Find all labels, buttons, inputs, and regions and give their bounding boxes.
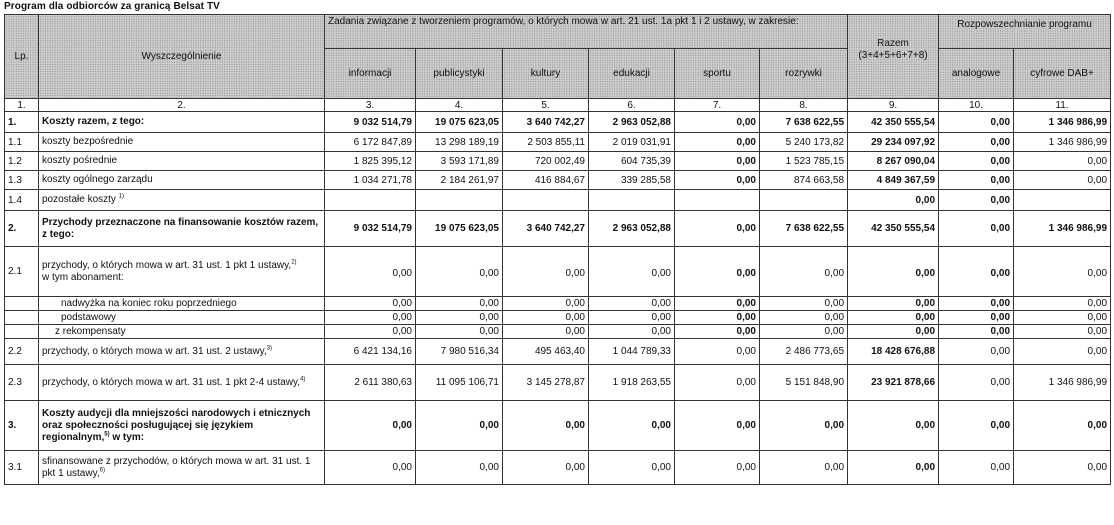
column-number: 11.	[1014, 99, 1111, 112]
cell-razem: 0,00	[848, 190, 939, 211]
row-label: koszty ogólnego zarządu	[39, 171, 325, 190]
cell-rozrywki: 0,00	[760, 297, 848, 311]
cell-razem: 29 234 097,92	[848, 133, 939, 152]
row-label-cell	[39, 401, 325, 451]
cell-publicystyki: 0,00	[416, 325, 503, 339]
cell-rozrywki: 0,00	[760, 451, 848, 485]
header-lp: Lp.	[5, 15, 39, 99]
cell-informacji: 0,00	[325, 451, 416, 485]
cell-publicystyki: 0,00	[416, 311, 503, 325]
table-row	[5, 365, 1111, 401]
cell-publicystyki: 13 298 189,19	[416, 133, 503, 152]
cell-publicystyki: 2 184 261,97	[416, 171, 503, 190]
header-col-rozrywki: rozrywki	[760, 49, 848, 99]
row-lp	[5, 311, 39, 325]
row-label: przychody, o których mowa w art. 31 ust. 2 ustawy,	[42, 345, 267, 357]
cell-sportu: 0,00	[675, 325, 760, 339]
cell-cyfrowe: 0,00	[1014, 247, 1111, 297]
cell-sportu: 0,00	[675, 152, 760, 171]
cell-edukacji: 0,00	[589, 297, 675, 311]
row-lp: 1.1	[5, 133, 39, 152]
header-zadania: Zadania związane z tworzeniem programów, o których mowa w art. 21 ust. 1a pkt 1 i 2 ustawy, w zakresie:	[325, 15, 848, 49]
cell-razem: 42 350 555,54	[848, 211, 939, 247]
row-lp: 2.3	[5, 365, 39, 401]
row-label-cell	[39, 365, 325, 401]
cell-sportu: 0,00	[675, 339, 760, 365]
cell-kultury	[503, 190, 589, 211]
header-wyszczegolnienie: Wyszczególnienie	[39, 15, 325, 99]
header-col-sportu: sportu	[675, 49, 760, 99]
cell-kultury: 495 463,40	[503, 339, 589, 365]
cell-publicystyki: 11 095 106,71	[416, 365, 503, 401]
column-number: 4.	[416, 99, 503, 112]
row-lp	[5, 325, 39, 339]
cell-informacji: 0,00	[325, 325, 416, 339]
cell-analogowe: 0,00	[939, 325, 1014, 339]
cell-publicystyki: 0,00	[416, 401, 503, 451]
header-col-edukacji: edukacji	[589, 49, 675, 99]
cell-edukacji: 0,00	[589, 401, 675, 451]
cell-analogowe: 0,00	[939, 297, 1014, 311]
cell-razem: 23 921 878,66	[848, 365, 939, 401]
row-label: podstawowy	[39, 311, 325, 325]
cell-rozrywki	[760, 190, 848, 211]
row-label-cell	[39, 247, 325, 297]
row-lp: 2.1	[5, 247, 39, 297]
column-number: 10.	[939, 99, 1014, 112]
cell-rozrywki: 874 663,58	[760, 171, 848, 190]
cell-cyfrowe: 0,00	[1014, 152, 1111, 171]
cell-cyfrowe: 1 346 986,99	[1014, 133, 1111, 152]
column-number: 9.	[848, 99, 939, 112]
cell-sportu: 0,00	[675, 365, 760, 401]
cell-razem: 4 849 367,59	[848, 171, 939, 190]
cell-sportu: 0,00	[675, 311, 760, 325]
footnote-marker: 5)	[104, 431, 110, 438]
cell-razem: 18 428 676,88	[848, 339, 939, 365]
cell-edukacji: 0,00	[589, 247, 675, 297]
cell-analogowe: 0,00	[939, 112, 1014, 133]
table-row	[5, 401, 1111, 451]
cell-cyfrowe: 1 346 986,99	[1014, 365, 1111, 401]
row-label: z rekompensaty	[39, 325, 325, 339]
column-number: 7.	[675, 99, 760, 112]
cell-cyfrowe: 0,00	[1014, 297, 1111, 311]
cell-cyfrowe: 1 346 986,99	[1014, 112, 1111, 133]
row-lp: 1.	[5, 112, 39, 133]
cell-kultury: 3 640 742,27	[503, 112, 589, 133]
cell-cyfrowe: 1 346 986,99	[1014, 211, 1111, 247]
cell-publicystyki: 19 075 623,05	[416, 211, 503, 247]
table-row	[5, 297, 1111, 311]
row-label: Koszty razem, z tego:	[39, 112, 325, 133]
cell-edukacji: 1 044 789,33	[589, 339, 675, 365]
cell-rozrywki: 7 638 622,55	[760, 112, 848, 133]
cell-rozrywki: 0,00	[760, 311, 848, 325]
cell-edukacji: 0,00	[589, 311, 675, 325]
cell-kultury: 0,00	[503, 311, 589, 325]
row-lp: 1.4	[5, 190, 39, 211]
row-label: sfinansowane z przychodów, o których mowa w art. 31 ust. 1 pkt 1 ustawy,	[42, 455, 311, 479]
cell-analogowe: 0,00	[939, 171, 1014, 190]
cell-cyfrowe: 0,00	[1014, 401, 1111, 451]
cell-kultury: 720 002,49	[503, 152, 589, 171]
cell-edukacji: 2 019 031,91	[589, 133, 675, 152]
cell-kultury: 0,00	[503, 247, 589, 297]
footnote-marker: 3)	[266, 345, 273, 352]
table-row	[5, 133, 1111, 152]
cell-rozrywki: 2 486 773,65	[760, 339, 848, 365]
column-number: 8.	[760, 99, 848, 112]
footnote-marker: 6)	[99, 467, 105, 474]
cell-kultury: 2 503 855,11	[503, 133, 589, 152]
table-row	[5, 247, 1111, 297]
header-razem: Razem (3+4+5+6+7+8)	[848, 15, 939, 99]
cell-informacji: 0,00	[325, 297, 416, 311]
header-col-publicystyki: publicystyki	[416, 49, 503, 99]
cell-rozrywki: 7 638 622,55	[760, 211, 848, 247]
cell-edukacji: 0,00	[589, 325, 675, 339]
cell-rozrywki: 5 151 848,90	[760, 365, 848, 401]
cell-razem: 0,00	[848, 311, 939, 325]
cell-informacji: 0,00	[325, 247, 416, 297]
cell-kultury: 0,00	[503, 297, 589, 311]
table-row	[5, 211, 1111, 247]
cell-sportu: 0,00	[675, 401, 760, 451]
cell-publicystyki: 0,00	[416, 247, 503, 297]
cell-sportu: 0,00	[675, 133, 760, 152]
cell-informacji: 1 825 395,12	[325, 152, 416, 171]
cell-cyfrowe: 0,00	[1014, 325, 1111, 339]
page-title: Program dla odbiorców za granicą Belsat TV	[4, 1, 220, 12]
row-label-cell	[39, 190, 325, 211]
cell-publicystyki: 19 075 623,05	[416, 112, 503, 133]
column-number: 1.	[5, 99, 39, 112]
cell-analogowe: 0,00	[939, 451, 1014, 485]
cell-analogowe: 0,00	[939, 311, 1014, 325]
row-label: Koszty audycji dla mniejszości narodowych i etnicznych oraz społeczności posługującej się językiem regionalnym,	[42, 407, 311, 443]
cell-cyfrowe: 0,00	[1014, 451, 1111, 485]
cell-publicystyki	[416, 190, 503, 211]
cell-sportu	[675, 190, 760, 211]
cell-edukacji: 2 963 052,88	[589, 112, 675, 133]
cell-analogowe: 0,00	[939, 190, 1014, 211]
cell-razem: 8 267 090,04	[848, 152, 939, 171]
cell-edukacji: 339 285,58	[589, 171, 675, 190]
cell-informacji: 9 032 514,79	[325, 112, 416, 133]
cell-informacji: 6 421 134,16	[325, 339, 416, 365]
cell-kultury: 0,00	[503, 401, 589, 451]
column-number: 2.	[39, 99, 325, 112]
cell-analogowe: 0,00	[939, 152, 1014, 171]
cell-razem: 0,00	[848, 451, 939, 485]
row-label: pozostałe koszty	[42, 194, 116, 205]
row-label: przychody, o których mowa w art. 31 ust. 1 pkt 2-4 ustawy,	[42, 376, 301, 388]
cell-analogowe: 0,00	[939, 133, 1014, 152]
row-label: koszty pośrednie	[39, 152, 325, 171]
column-number: 3.	[325, 99, 416, 112]
footnote-marker: 4)	[300, 376, 306, 383]
cell-informacji: 0,00	[325, 401, 416, 451]
cell-analogowe: 0,00	[939, 211, 1014, 247]
table-row	[5, 311, 1111, 325]
cell-rozrywki: 5 240 173,82	[760, 133, 848, 152]
row-lp: 3.1	[5, 451, 39, 485]
header-col-cyfrowe: cyfrowe DAB+	[1014, 49, 1111, 99]
cell-edukacji	[589, 190, 675, 211]
cell-kultury: 3 145 278,87	[503, 365, 589, 401]
cell-sportu: 0,00	[675, 247, 760, 297]
cell-razem: 42 350 555,54	[848, 112, 939, 133]
cell-sportu: 0,00	[675, 211, 760, 247]
cell-edukacji: 1 918 263,55	[589, 365, 675, 401]
cell-edukacji: 2 963 052,88	[589, 211, 675, 247]
cell-sportu: 0,00	[675, 171, 760, 190]
row-label-cell	[39, 339, 325, 365]
table-row	[5, 451, 1111, 485]
footnote-marker: 1)	[118, 193, 125, 200]
row-label: Przychody przeznaczone na finansowanie kosztów razem, z tego:	[39, 211, 325, 247]
cell-sportu: 0,00	[675, 112, 760, 133]
header-col-analogowe: analogowe	[939, 49, 1014, 99]
column-number: 6.	[589, 99, 675, 112]
cell-edukacji: 604 735,39	[589, 152, 675, 171]
column-number: 5.	[503, 99, 589, 112]
cell-cyfrowe: 0,00	[1014, 311, 1111, 325]
table-row	[5, 152, 1111, 171]
cell-razem: 0,00	[848, 247, 939, 297]
cell-razem: 0,00	[848, 401, 939, 451]
cell-rozrywki: 0,00	[760, 247, 848, 297]
table-row	[5, 325, 1111, 339]
row-lp: 1.3	[5, 171, 39, 190]
header-col-kultury: kultury	[503, 49, 589, 99]
cell-sportu: 0,00	[675, 451, 760, 485]
cell-informacji: 0,00	[325, 311, 416, 325]
cell-kultury: 0,00	[503, 325, 589, 339]
row-lp: 2.	[5, 211, 39, 247]
cell-sportu: 0,00	[675, 297, 760, 311]
cell-rozrywki: 0,00	[760, 325, 848, 339]
row-lp: 1.2	[5, 152, 39, 171]
cell-publicystyki: 0,00	[416, 451, 503, 485]
row-label: nadwyżka na koniec roku poprzedniego	[39, 297, 325, 311]
cell-cyfrowe	[1014, 190, 1111, 211]
cell-rozrywki: 1 523 785,15	[760, 152, 848, 171]
table-row	[5, 339, 1111, 365]
row-label-suffix: w tym:	[109, 431, 145, 443]
cell-informacji	[325, 190, 416, 211]
cell-publicystyki: 3 593 171,89	[416, 152, 503, 171]
row-label-cell	[39, 451, 325, 485]
cell-rozrywki: 0,00	[760, 401, 848, 451]
table-row	[5, 190, 1111, 211]
header-rozpowszechnianie: Rozpowszechnianie programu	[939, 15, 1111, 49]
cell-kultury: 416 884,67	[503, 171, 589, 190]
cell-informacji: 1 034 271,78	[325, 171, 416, 190]
row-lp	[5, 297, 39, 311]
header-col-informacji: informacji	[325, 49, 416, 99]
cell-analogowe: 0,00	[939, 339, 1014, 365]
row-label: przychody, o których mowa w art. 31 ust. 1 pkt 1 ustawy,	[42, 259, 292, 271]
cell-kultury: 0,00	[503, 451, 589, 485]
report-table	[4, 14, 1111, 485]
cell-edukacji: 0,00	[589, 451, 675, 485]
cell-informacji: 9 032 514,79	[325, 211, 416, 247]
cell-publicystyki: 7 980 516,34	[416, 339, 503, 365]
table-row	[5, 171, 1111, 190]
cell-analogowe: 0,00	[939, 247, 1014, 297]
footnote-marker: 2)	[291, 259, 297, 266]
cell-analogowe: 0,00	[939, 365, 1014, 401]
cell-cyfrowe: 0,00	[1014, 171, 1111, 190]
cell-informacji: 2 611 380,63	[325, 365, 416, 401]
cell-publicystyki: 0,00	[416, 297, 503, 311]
cell-cyfrowe: 0,00	[1014, 339, 1111, 365]
row-label: koszty bezpośrednie	[39, 133, 325, 152]
cell-informacji: 6 172 847,89	[325, 133, 416, 152]
cell-razem: 0,00	[848, 297, 939, 311]
cell-kultury: 3 640 742,27	[503, 211, 589, 247]
table-row	[5, 112, 1111, 133]
row-sublabel: w tym abonament:	[42, 271, 124, 283]
column-number-row	[5, 99, 1111, 112]
cell-analogowe: 0,00	[939, 401, 1014, 451]
row-lp: 3.	[5, 401, 39, 451]
cell-razem: 0,00	[848, 325, 939, 339]
row-lp: 2.2	[5, 339, 39, 365]
